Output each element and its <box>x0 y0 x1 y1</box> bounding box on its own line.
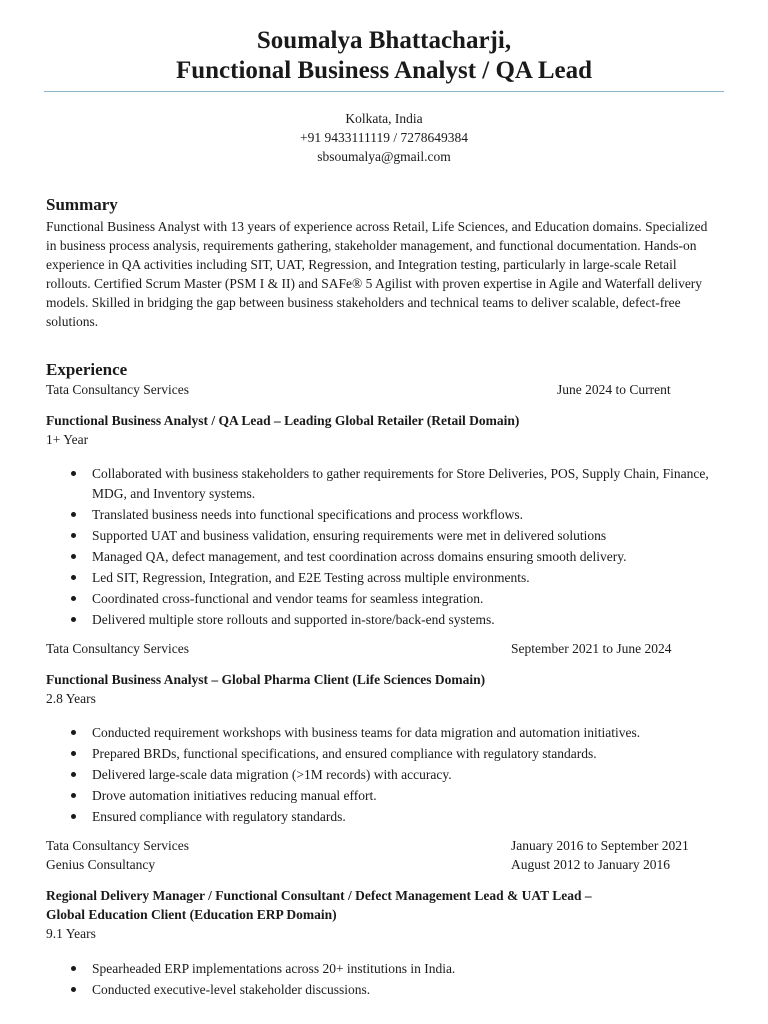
job-1-duration: 1+ Year <box>46 432 89 447</box>
job-3-bullets <box>46 959 726 1001</box>
summary-text: Functional Business Analyst with 13 years of experience across Retail, Life Sciences, and Education domains. Specialized in business process analysis, requirements gathering, stakeholder management, and functional documentation. Hands-on experience in QA activities including SIT, UAT, Regression, and Integration testing, particularly in large-scale Retail rollouts. Certified Scrum Master (PSM I & II) and SAFe® 5 Agilist with proven expertise in Agile and Waterfall delivery models. Skilled in bridging the gap between business stakeholders and technical teams to deliver scalable, defect-free solutions. <box>46 219 708 329</box>
header-divider <box>44 91 724 92</box>
job-3-company-2: Genius Consultancy <box>46 857 156 872</box>
job-3-duration: 9.1 Years <box>46 926 96 941</box>
bullet-icon <box>71 793 76 798</box>
job-1-company: Tata Consultancy Services <box>46 382 190 397</box>
bullet-icon <box>71 617 76 622</box>
bullet-icon <box>71 730 76 735</box>
list-item: Conducted executive-level stakeholder discussions. <box>46 980 726 1000</box>
job-3-dates: January 2016 to September 2021 <box>511 838 689 853</box>
list-item: Prepared BRDs, functional specifications, and ensured compliance with regulatory standards. <box>46 744 726 764</box>
job-3-role-line-2: Global Education Client (Education ERP Domain) <box>46 907 337 922</box>
list-item: Spearheaded ERP implementations across 20+ institutions in India. <box>46 959 726 979</box>
candidate-name: Soumalya Bhattacharji, <box>256 27 512 54</box>
list-item: Collaborated with business stakeholders to gather requirements for Store Deliveries, POS, Supply Chain, Finance, MDG, and Inventory systems. <box>46 464 726 503</box>
bullet-icon <box>71 814 76 819</box>
contact-email: sbsoumalya@gmail.com <box>317 149 451 164</box>
job-3-role-line-1: Regional Delivery Manager / Functional Consultant / Defect Management Lead & UAT Lead – <box>46 888 592 903</box>
bullet-icon <box>71 751 76 756</box>
contact-phone: +91 9433111119 / 7278649384 <box>300 130 468 145</box>
job-2-bullets <box>46 723 726 828</box>
bullet-icon <box>71 772 76 777</box>
summary-heading: Summary <box>46 195 118 214</box>
list-item: Delivered large-scale data migration (>1M records) with accuracy. <box>46 765 726 785</box>
bullet-icon <box>71 987 76 992</box>
list-item: Managed QA, defect management, and test coordination across domains ensuring smooth delivery. <box>46 547 726 567</box>
job-2-role: Functional Business Analyst – Global Pharma Client (Life Sciences Domain) <box>46 672 486 687</box>
bullet-icon <box>71 471 76 476</box>
list-item: Conducted requirement workshops with business teams for data migration and automation initiatives. <box>46 723 726 743</box>
bullet-icon <box>71 575 76 580</box>
contact-location: Kolkata, India <box>345 111 423 126</box>
job-2-dates: September 2021 to June 2024 <box>511 641 672 656</box>
list-item: Drove automation initiatives reducing manual effort. <box>46 786 726 806</box>
list-item: Coordinated cross-functional and vendor teams for seamless integration. <box>46 589 726 609</box>
job-1-bullets <box>46 464 726 631</box>
experience-heading: Experience <box>46 360 128 379</box>
candidate-title: Functional Business Analyst / QA Lead <box>175 57 593 84</box>
bullet-icon <box>71 512 76 517</box>
job-3-company: Tata Consultancy Services <box>46 838 190 853</box>
bullet-icon <box>71 533 76 538</box>
list-item: Ensured compliance with regulatory standards. <box>46 807 726 827</box>
list-item: Led SIT, Regression, Integration, and E2E Testing across multiple environments. <box>46 568 726 588</box>
job-1-role: Functional Business Analyst / QA Lead – Leading Global Retailer (Retail Domain) <box>46 413 520 428</box>
list-item: Delivered multiple store rollouts and supported in-store/back-end systems. <box>46 610 726 630</box>
list-item: Supported UAT and business validation, ensuring requirements were met in delivered solutions <box>46 526 726 546</box>
bullet-icon <box>71 596 76 601</box>
list-item: Translated business needs into functional specifications and process workflows. <box>46 505 726 525</box>
job-2-duration: 2.8 Years <box>46 691 96 706</box>
job-3-dates-2: August 2012 to January 2016 <box>511 857 670 872</box>
bullet-icon <box>71 966 76 971</box>
job-2-company: Tata Consultancy Services <box>46 641 190 656</box>
job-1-dates: June 2024 to Current <box>557 382 671 397</box>
bullet-icon <box>71 554 76 559</box>
